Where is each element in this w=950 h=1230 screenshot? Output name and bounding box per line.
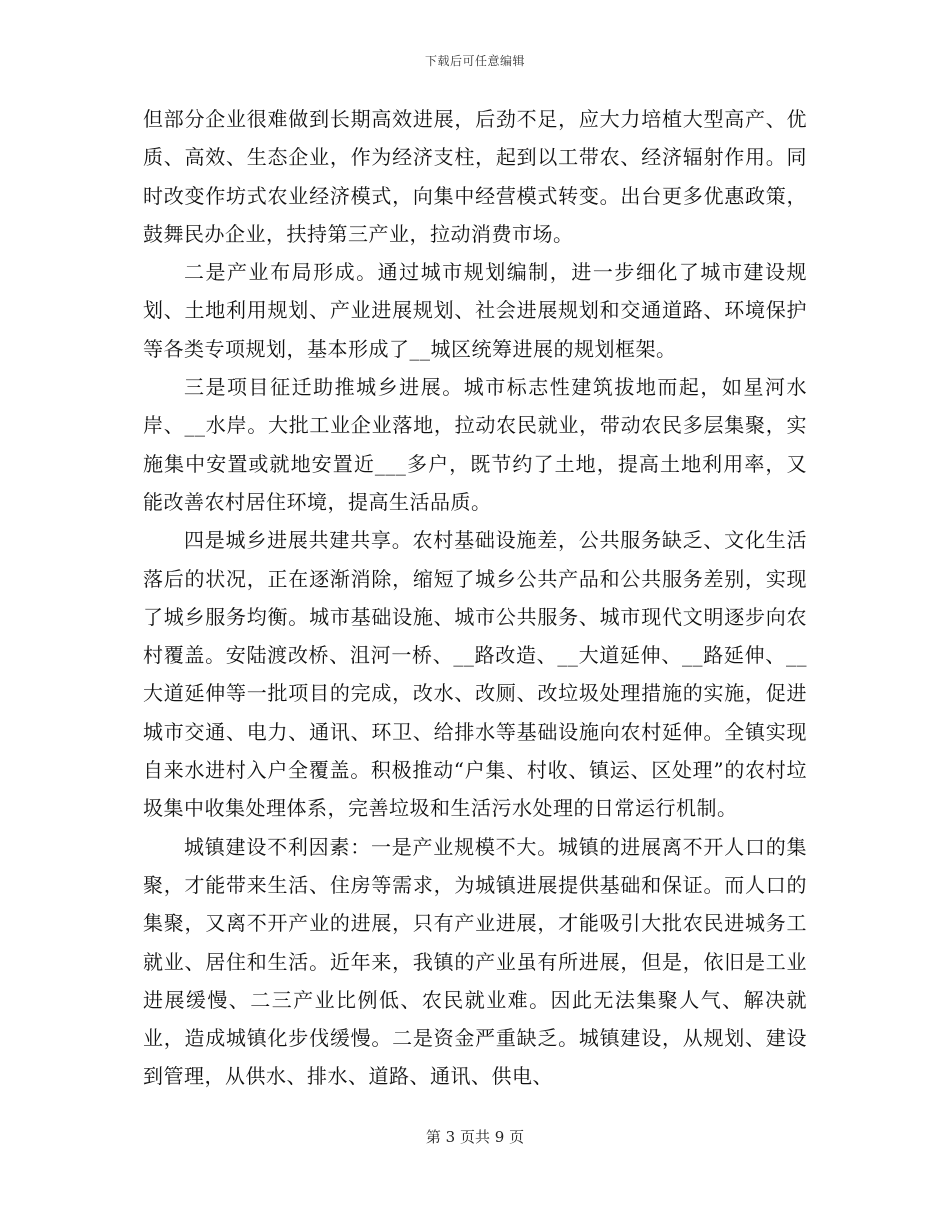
page-header: 下载后可任意编辑 [424,54,525,68]
paragraph-4: 四是城乡进展共建共享。农村基础设施差，公共服务缺乏、文化生活落后的状况，正在逐渐消除，缩短了城乡公共产品和公共服务差别，实现了城乡服务均衡。城市基础设施、城市公共服务、城市现代文明逐步向农村覆盖。安陆渡改桥、沮河一桥、__路改造、__大道延伸、__路延伸、__大道延伸等一批项目的完成，改水、改厕、改垃圾处理措施的实施，促进城市交通、电力、通讯、环卫、给排水等基础设施向农村延伸。全镇实现自来水进村入户全覆盖。积极推动“户集、村收、镇运、区处理”的农村垃圾集中收集处理体系，完善垃圾和生活污水处理的日常运行机制。 [143,528,807,821]
document-body [143,100,807,1096]
page-footer: 第 3 页共 9 页 [425,1128,525,1146]
paragraph-2: 二是产业布局形成。通过城市规划编制，进一步细化了城市建设规划、土地利用规划、产业进展规划、社会进展规划和交通道路、环境保护等各类专项规划，基本形成了__城区统筹进展的规划框架。 [143,260,807,361]
paragraph-1: 但部分企业很难做到长期高效进展，后劲不足，应大力培植大型高产、优质、高效、生态企业，作为经济支柱，起到以工带农、经济辐射作用。同时改变作坊式农业经济模式，向集中经营模式转变。出台更多优惠政策，鼓舞民办企业，扶持第三产业，拉动消费市场。 [143,107,807,246]
paragraph-3: 三是项目征迁助推城乡进展。城市标志性建筑拔地而起，如星河水岸、__水岸。大批工业企业落地，拉动农民就业，带动农民多层集聚，实施集中安置或就地安置近___多户，既节约了土地，提高土地利用率，又能改善农村居住环境，提高生活品质。 [143,375,807,514]
paragraph-5: 城镇建设不利因素：一是产业规模不大。城镇的进展离不开人口的集聚，才能带来生活、住房等需求，为城镇进展提供基础和保证。而人口的集聚，又离不开产业的进展，只有产业进展，才能吸引大批农民进城务工就业、居住和生活。近年来，我镇的产业虽有所进展，但是，依旧是工业进展缓慢、二三产业比例低、农民就业难。因此无法集聚人气、解决就业，造成城镇化步伐缓慢。二是资金严重缺乏。城镇建设，从规划、建设到管理，从供水、排水、道路、通讯、供电、 [143,834,807,1089]
